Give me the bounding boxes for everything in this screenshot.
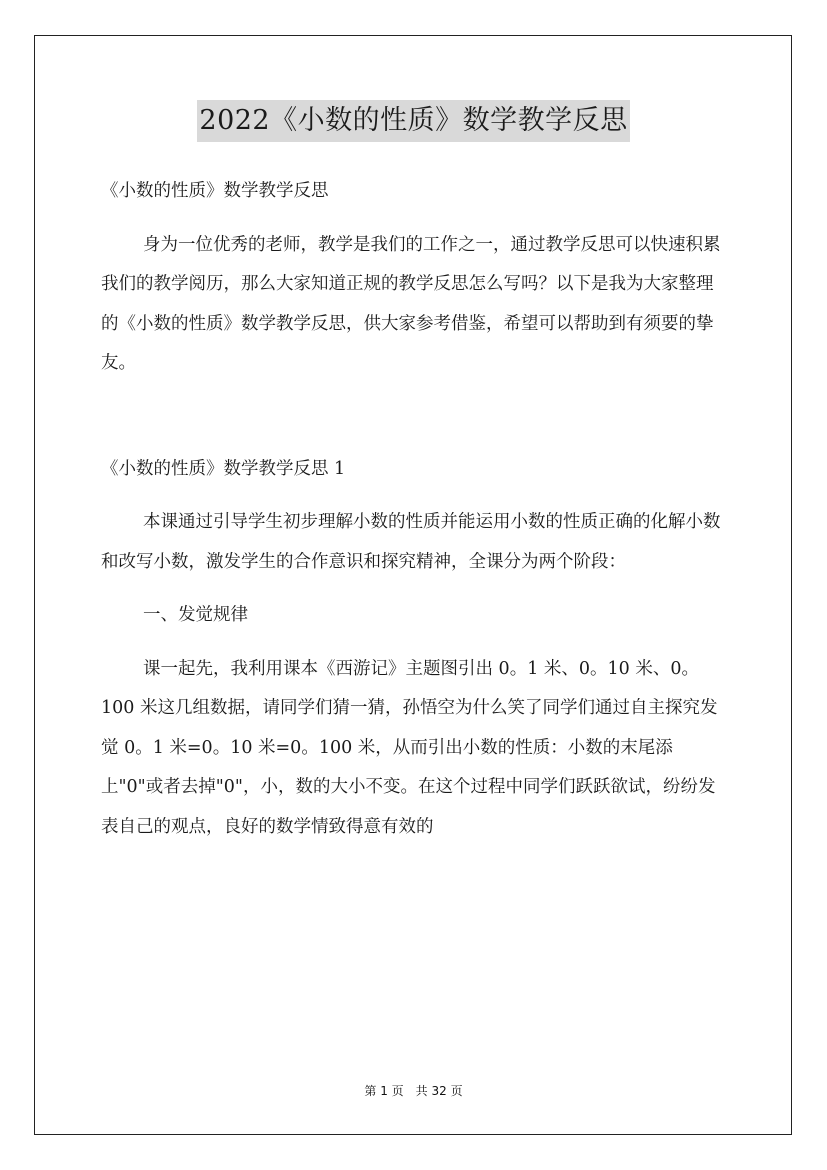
section-paragraph: 课一起先，我利用课本《西游记》主题图引出 0。1 米、0。10 米、0。100 米这几组数据，请同学们猜一猜，孙悟空为什么笑了同学们通过自主探究发觉 0。1 米=0。10 米=0。100 米，从而引出小数的性质：小数的末尾添上"0"或者去掉"0"，小，数的大小不变。在这个过程中同学们跃跃欲试，纷纷发表自己的观点，良好的数学情致得意有效的	[101, 658, 718, 837]
document-body	[101, 172, 727, 847]
spacer	[101, 212, 727, 226]
page-number: 第 1 页 共 32 页	[364, 1084, 463, 1098]
document-title: 2022《小数的性质》数学教学反思	[197, 100, 629, 142]
section-heading: 《小数的性质》数学教学反思 1	[101, 458, 346, 479]
spacer	[101, 636, 727, 650]
spacer	[101, 384, 727, 450]
spacer	[101, 489, 727, 503]
subheading: 一、发觉规律	[143, 605, 248, 625]
spacer	[101, 582, 727, 596]
intro-paragraph: 身为一位优秀的老师，教学是我们的工作之一，通过教学反思可以快速积累我们的教学阅历，那么大家知道正规的教学反思怎么写吗？以下是我为大家整理的《小数的性质》数学教学反思，供大家参考借鉴，希望可以帮助到有须要的挚友。	[101, 234, 721, 373]
document-subtitle: 《小数的性质》数学教学反思	[101, 181, 329, 201]
title-container	[0, 100, 827, 142]
section-paragraph: 本课通过引导学生初步理解小数的性质并能运用小数的性质正确的化解小数和改写小数，激发学生的合作意识和探究精神，全课分为两个阶段：	[101, 512, 721, 572]
